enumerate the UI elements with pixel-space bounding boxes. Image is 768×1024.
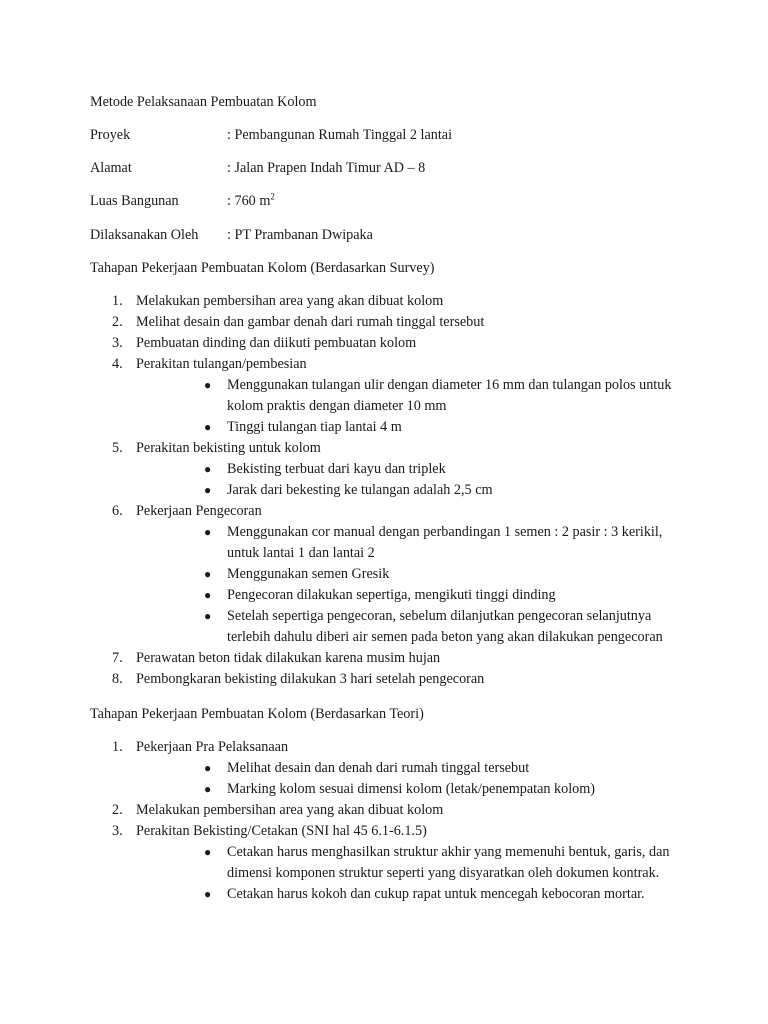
step-number: 7. [112,650,123,666]
sub-list [136,842,690,905]
section-title: Tahapan Pekerjaan Pembuatan Kolom (Berdasarkan Survey) [90,260,435,276]
sub-item [136,779,690,800]
step-number: 3. [112,335,123,351]
sub-item-line: Menggunakan tulangan ulir dengan diameter 16 mm dan tulangan polos untuk [227,377,672,393]
bullet-icon: ● [204,567,212,581]
sub-item [136,842,690,884]
step-item [90,291,690,312]
sub-item [136,459,690,480]
step-number: 1. [112,739,123,755]
step-number: 5. [112,440,123,456]
step-item [90,501,690,648]
step-number: 4. [112,356,123,372]
steps-list [90,737,690,905]
sub-item-line: Menggunakan semen Gresik [227,566,390,582]
step-text: Perakitan bekisting untuk kolom [136,440,321,456]
step-item [90,312,690,333]
meta-label: Proyek [90,127,131,143]
sub-item [136,480,690,501]
meta-value [227,225,373,246]
sub-item-line: Cetakan harus kokoh dan cukup rapat untuk mencegah kebocoran mortar. [227,886,645,902]
bullet-icon: ● [204,761,212,775]
step-text: Pembongkaran bekisting dilakukan 3 hari setelah pengecoran [136,671,485,687]
step-item [90,669,690,690]
sub-item-line: kolom praktis dengan diameter 10 mm [227,398,447,414]
step-text: Pekerjaan Pengecoran [136,503,262,519]
step-item [90,737,690,800]
sub-item-line: Cetakan harus menghasilkan struktur akhir yang memenuhi bentuk, garis, dan [227,844,670,860]
sub-item-line: Setelah sepertiga pengecoran, sebelum dilanjutkan pengecoran selanjutnya [227,608,652,624]
step-text: Melakukan pembersihan area yang akan dibuat kolom [136,802,444,818]
sub-item [136,375,690,417]
steps-list [90,291,690,690]
bullet-icon: ● [204,378,212,392]
sub-list [136,375,690,438]
step-item [90,438,690,501]
sub-item-line: Melihat desain dan denah dari rumah tinggal tersebut [227,760,530,776]
sub-item [136,585,690,606]
sub-item-line: Jarak dari bekesting ke tulangan adalah 2,5 cm [227,482,493,498]
meta-label: Luas Bangunan [90,193,179,209]
step-number: 6. [112,503,123,519]
sub-item-line: terlebih dahulu diberi air semen pada beton yang akan dilakukan pengecoran [227,629,663,645]
sub-item [136,417,690,438]
bullet-icon: ● [204,609,212,623]
step-text: Pembuatan dinding dan diikuti pembuatan kolom [136,335,417,351]
bullet-icon: ● [204,483,212,497]
meta-value-text: : PT Prambanan Dwipaka [227,227,373,243]
bullet-icon: ● [204,462,212,476]
bullet-icon: ● [204,845,212,859]
meta-label: Dilaksanakan Oleh [90,227,199,243]
step-number: 2. [112,314,123,330]
sub-item-line: Pengecoran dilakukan sepertiga, mengikuti tinggi dinding [227,587,556,603]
meta-value [227,191,275,212]
sub-item-line: Tinggi tulangan tiap lantai 4 m [227,419,402,435]
meta-label: Alamat [90,160,132,176]
sub-item-line: dimensi komponen struktur seperti yang disyaratkan oleh dokumen kontrak. [227,865,660,881]
step-text: Melakukan pembersihan area yang akan dibuat kolom [136,293,444,309]
sub-item-line: untuk lantai 1 dan lantai 2 [227,545,375,561]
sub-item [136,606,690,648]
step-text: Perakitan Bekisting/Cetakan (SNI hal 45 6.1-6.1.5) [136,823,427,839]
sub-list [136,459,690,501]
sub-item [136,758,690,779]
bullet-icon: ● [204,782,212,796]
sub-item-line: Bekisting terbuat dari kayu dan triplek [227,461,446,477]
step-number: 2. [112,802,123,818]
step-text: Melihat desain dan gambar denah dari rumah tinggal tersebut [136,314,485,330]
meta-value-text: : Pembangunan Rumah Tinggal 2 lantai [227,127,453,143]
sub-list [136,758,690,800]
meta-value-text: : Jalan Prapen Indah Timur AD – 8 [227,160,426,176]
sub-list [136,522,690,648]
sub-item [136,522,690,564]
bullet-icon: ● [204,420,212,434]
meta-value [227,158,425,179]
step-text: Perawatan beton tidak dilakukan karena musim hujan [136,650,441,666]
bullet-icon: ● [204,525,212,539]
meta-value-text: : 760 m [227,193,271,209]
step-item [90,821,690,905]
meta-value [227,125,452,146]
step-text: Pekerjaan Pra Pelaksanaan [136,739,289,755]
step-number: 8. [112,671,123,687]
step-number: 1. [112,293,123,309]
step-item [90,800,690,821]
sub-item [136,884,690,905]
step-item [90,354,690,438]
step-text: Perakitan tulangan/pembesian [136,356,307,372]
bullet-icon: ● [204,588,212,602]
sub-item [136,564,690,585]
sub-item-line: Marking kolom sesuai dimensi kolom (letak/penempatan kolom) [227,781,596,797]
document-title: Metode Pelaksanaan Pembuatan Kolom [90,94,317,110]
step-number: 3. [112,823,123,839]
step-item [90,648,690,669]
section-title: Tahapan Pekerjaan Pembuatan Kolom (Berdasarkan Teori) [90,706,424,722]
bullet-icon: ● [204,887,212,901]
sub-item-line: Menggunakan cor manual dengan perbandingan 1 semen : 2 pasir : 3 kerikil, [227,524,663,540]
meta-value-superscript: 2 [270,191,275,202]
step-item [90,333,690,354]
